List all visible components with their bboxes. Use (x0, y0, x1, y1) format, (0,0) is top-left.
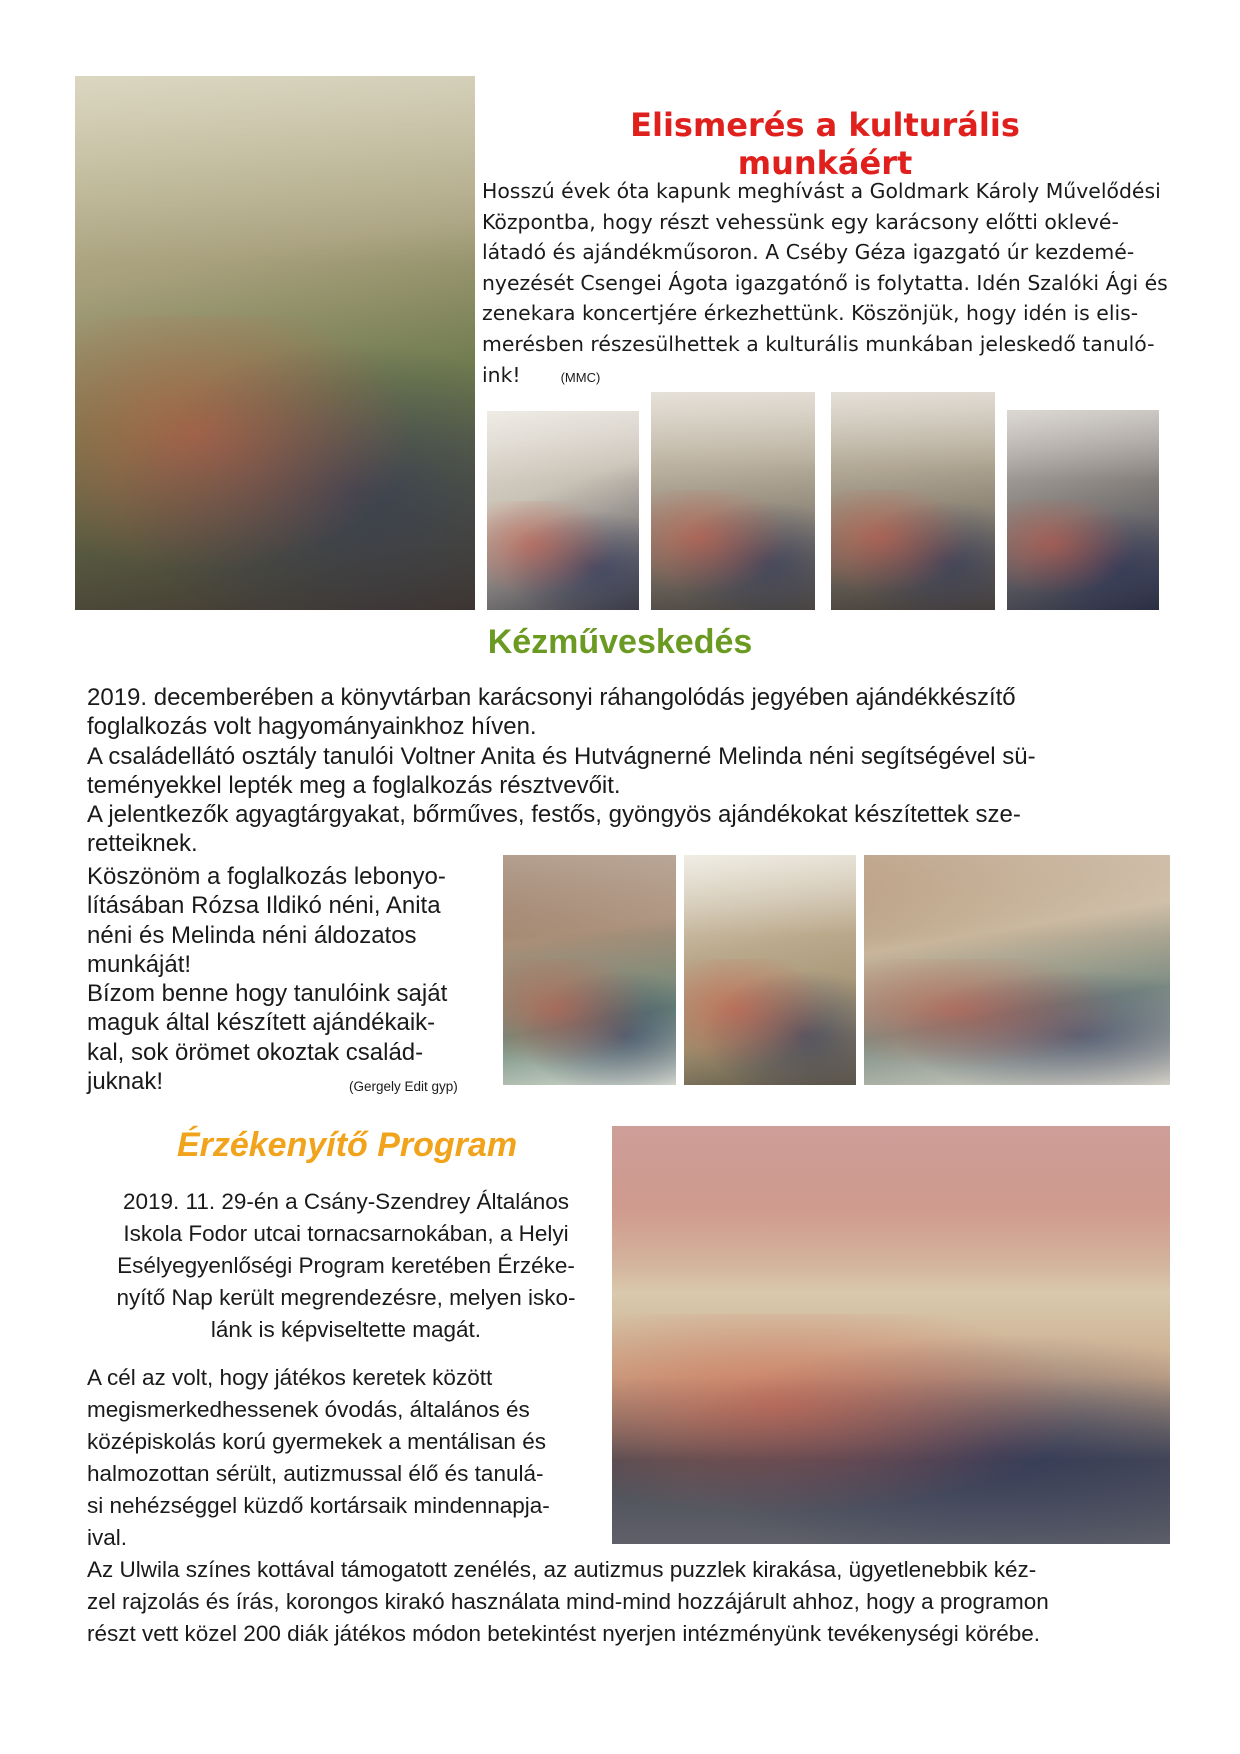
text-line: foglalkozás volt hagyományainkhoz híven. (87, 713, 537, 741)
event-photo-2 (651, 392, 815, 610)
text-line (482, 360, 1162, 394)
text-line: Hosszú évek óta kapunk meghívást a Goldmark Károly Művelődési (482, 179, 1161, 203)
text-line: Köszönöm a foglalkozás lebonyo- (87, 863, 446, 890)
text-line: középiskolás korú gyermekek a mentálisan és (87, 1429, 546, 1454)
text-line: megismerkedhessenek óvodás, általános és (87, 1397, 530, 1422)
text-line: halmozottan sérült, autizmussal élő és tanulá- (87, 1461, 544, 1486)
text-line: lánk is képviseltette magát. (210, 1317, 482, 1342)
section-title-crafts: Kézműveskedés (487, 623, 753, 661)
text-line: A jelentkezők agyagtárgyakat, bőrműves, festős, gyöngyös ajándékokat készítettek sze- (87, 801, 1021, 829)
crafts-photo-2 (684, 855, 856, 1085)
group-photo (75, 76, 475, 610)
text-line: 2019. decemberében a könyvtárban karácsonyi ráhangolódás jegyében ajándékkészítő (87, 684, 1016, 711)
text-line: zel rajzolás és írás, korongos kirakó használata mind-mind hozzájárult ahhoz, hogy a programon (87, 1589, 1049, 1614)
credit-mmc: (MMC) (560, 369, 601, 385)
text-line: munkáját! (87, 950, 192, 978)
text-line: 2019. 11. 29-én a Csány-Szendrey Általános (122, 1189, 570, 1214)
text-line: Központba, hogy részt vehessünk egy karácsony előtti oklevé- (482, 209, 1119, 234)
credit-gergely: (Gergely Edit gyp) (349, 1079, 458, 1094)
text-line: Esélyegyenlőségi Program keretében Érzéke- (117, 1253, 575, 1278)
event-photo-3 (831, 392, 995, 610)
section-title-sensitization: Érzékenyítő Program (176, 1126, 518, 1164)
crafts-photo-3 (864, 855, 1170, 1085)
text-line: teményekkel lepték meg a foglalkozás résztvevőit. (87, 771, 621, 799)
text-line: retteiknek. (87, 830, 198, 858)
text-line: ival. (87, 1525, 128, 1550)
text-line: Az Ulwila színes kottával támogatott zenélés, az autizmus puzzlek kirakása, ügyetlenebbik kéz- (87, 1557, 1037, 1582)
crafts-photo-1 (503, 855, 676, 1085)
text-line: merésben részesülhettek a kulturális munkában jeleskedő tanuló- (482, 331, 1155, 356)
recognition-text (482, 176, 1168, 393)
text-line: látadó és ajándékműsoron. A Cséby Géza igazgató úr kezdemé- (482, 240, 1135, 265)
text-line: néni és Melinda néni áldozatos (87, 921, 417, 949)
text-line: zenekara koncertjére érkezhettünk. Köszönjük, hogy idén is elis- (482, 301, 1139, 326)
text-line: lításában Rózsa Ildikó néni, Anita (87, 892, 441, 920)
text-line: részt vett közel 200 diák játékos módon betekintést nyerjen intézményünk tevékenységi körébe. (87, 1621, 1041, 1646)
crafts-text (87, 683, 1177, 859)
text-line: maguk által készített ajándékaik- (87, 1009, 436, 1037)
sensitization-intro-text (87, 1186, 605, 1346)
event-photo-1 (487, 411, 639, 610)
crafts-thanks-text (87, 862, 507, 1096)
section-title-recognition: Elismerés a kulturális munkáért (630, 106, 1020, 182)
text-line: kal, sok örömet okoztak család- (87, 1038, 424, 1066)
text-line: si nehézséggel küzdő kortársaik mindennapja- (87, 1493, 550, 1518)
sensitization-goal-text (87, 1362, 607, 1554)
event-photo-4 (1007, 410, 1159, 610)
text-line: nyezését Csengei Ágota igazgatónő is folytatta. Idén Szalóki Ági és (482, 270, 1168, 295)
text-line: Iskola Fodor utcai tornacsarnokában, a Helyi (123, 1221, 569, 1246)
text-line: Bízom benne hogy tanulóink saját (87, 980, 448, 1008)
text-line: juknak! (87, 1068, 164, 1096)
text-line: A cél az volt, hogy játékos keretek között (87, 1365, 493, 1390)
sensitization-photo (612, 1126, 1170, 1544)
text-line-end: ink! (482, 362, 521, 387)
text-line: nyítő Nap került megrendezésre, melyen isko- (116, 1285, 576, 1310)
sensitization-activities-text (87, 1554, 1187, 1650)
text-line: A családellátó osztály tanulói Voltner Anita és Hutvágnerné Melinda néni segítségével sü- (87, 742, 1036, 770)
